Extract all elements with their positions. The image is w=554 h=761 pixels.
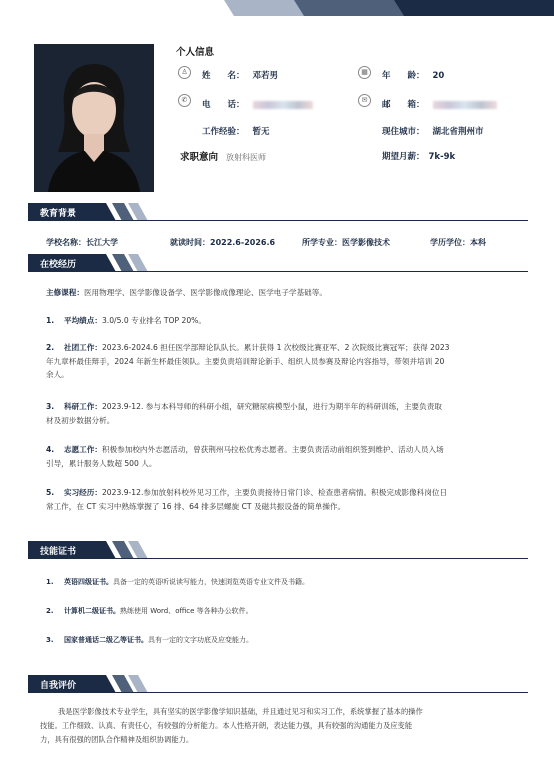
course-text: 医用物理学、医学影像设备学、医学影像成像理论、医学电子学基础等。 (83, 288, 327, 297)
campus-item-3: 3. 科研工作：2023.9-12. 参与本科导师的科研小组，研究糖尿病模型小鼠，进行为期半年的科研训练，主要负责取 材及初步数据分析。 (46, 402, 442, 425)
evaluation-title: 自我评价 (40, 681, 77, 691)
header-decoration (224, 0, 554, 16)
section-underline (28, 558, 528, 559)
salary-value: 7k-9k (428, 152, 456, 162)
cert-item-2: 2. 计算机二级证书。熟练使用 Word、office 等各种办公软件。 (46, 607, 253, 615)
cert-item-3: 3. 国家普通话二级乙等证书。具有一定的文字功底及应变能力。 (46, 636, 253, 644)
experience-label: 工作经验： (202, 127, 245, 137)
phone-icon: ✆ (178, 94, 191, 107)
intent-field (180, 149, 266, 163)
name-label: 姓 名： (202, 71, 245, 81)
campus-item-4: 4. 志愿工作：积极参加校内外志愿活动，曾获荆州马拉松优秀志愿者。主要负责活动前组织签到维护、活动人员入场 引导，累计服务人数超 500 人。 (46, 445, 444, 468)
section-underline (28, 692, 528, 693)
evaluation-section-header (28, 675, 528, 693)
intent-value: 放射科医师 (226, 153, 267, 162)
personal-info-title: 个人信息 (176, 47, 215, 58)
age-value: 20 (432, 71, 445, 81)
major: 所学专业：医学影像技术 (302, 238, 390, 247)
campus-item-1: 1. 平均绩点：3.0/5.0 专业排名 TOP 20%。 (46, 316, 206, 325)
email-field (382, 98, 497, 110)
profile-photo (34, 44, 154, 192)
skills-title: 技能证书 (40, 547, 77, 557)
salary-label: 期望月薪： (382, 152, 425, 162)
city-field (382, 125, 484, 137)
phone-field (202, 98, 313, 110)
name-field (202, 69, 278, 81)
section-underline (28, 271, 528, 272)
campus-item-2: 2. 社团工作：2023.6-2024.6 担任医学部辩论队队长。累计获得 1 次校级比赛亚军、2 次院级比赛冠军；获得 2023 年九章杯最佳辩手，2024 年新生杯最佳领队。主要负责培训辩论新手、组织人员参赛及辩论内容指导，带领并培训 20 余人。 (46, 343, 450, 379)
education-title: 教育背景 (40, 209, 77, 219)
name-value: 邓若男 (252, 71, 279, 81)
campus-title: 在校经历 (40, 260, 77, 270)
salary-field (382, 150, 455, 162)
courses (46, 286, 327, 300)
skills-section-header (28, 541, 528, 559)
phone-redacted (253, 101, 313, 109)
degree: 学历学位：本科 (430, 238, 486, 247)
cert-item-1: 1. 英语四级证书。具备一定的英语听说读写能力，快速浏览英语专业文件及书籍。 (46, 578, 309, 586)
calendar-icon: ▦ (358, 66, 371, 79)
age-label: 年 龄： (382, 71, 425, 81)
email-icon: ✉ (358, 94, 371, 107)
experience-field (202, 125, 270, 137)
self-evaluation: 我是医学影像技术专业学生，具有坚实的医学影像学知识基础，并且通过见习和实习工作，系统掌握了基本的操作 技能。工作细致、认真、有责任心，有较强的分析能力。本人性格开朗，表达能力强，具有较强的沟通能力及应变能 力，具有很强的团队合作精神及组织协调能力。 (40, 707, 423, 744)
email-label: 邮 箱： (382, 100, 425, 110)
age-field (382, 69, 444, 81)
education-section-header (28, 203, 528, 221)
email-redacted (433, 101, 497, 109)
phone-label: 电 话： (202, 100, 245, 110)
education-row (46, 237, 486, 248)
experience-value: 暂无 (252, 127, 270, 137)
person-icon: ♙ (178, 66, 191, 79)
intent-label: 求职意向 (180, 152, 219, 163)
section-underline (28, 220, 528, 221)
campus-item-5: 5. 实习经历：2023.9-12.参加放射科校外见习工作，主要负责接待日常门诊、检查患者病情。积极完成影像科岗位日 常工作，在 CT 实习中熟练掌握了 16 排、64 排多层螺旋 CT 及磁共振设备的简单操作。 (46, 488, 448, 511)
period: 就读时间：2022.6-2026.6 (170, 238, 276, 247)
course-label: 主修课程： (46, 288, 84, 297)
city-label: 现住城市： (382, 127, 425, 137)
campus-section-header (28, 254, 528, 272)
city-value: 湖北省荆州市 (432, 127, 484, 137)
school: 学校名称：长江大学 (46, 238, 118, 247)
